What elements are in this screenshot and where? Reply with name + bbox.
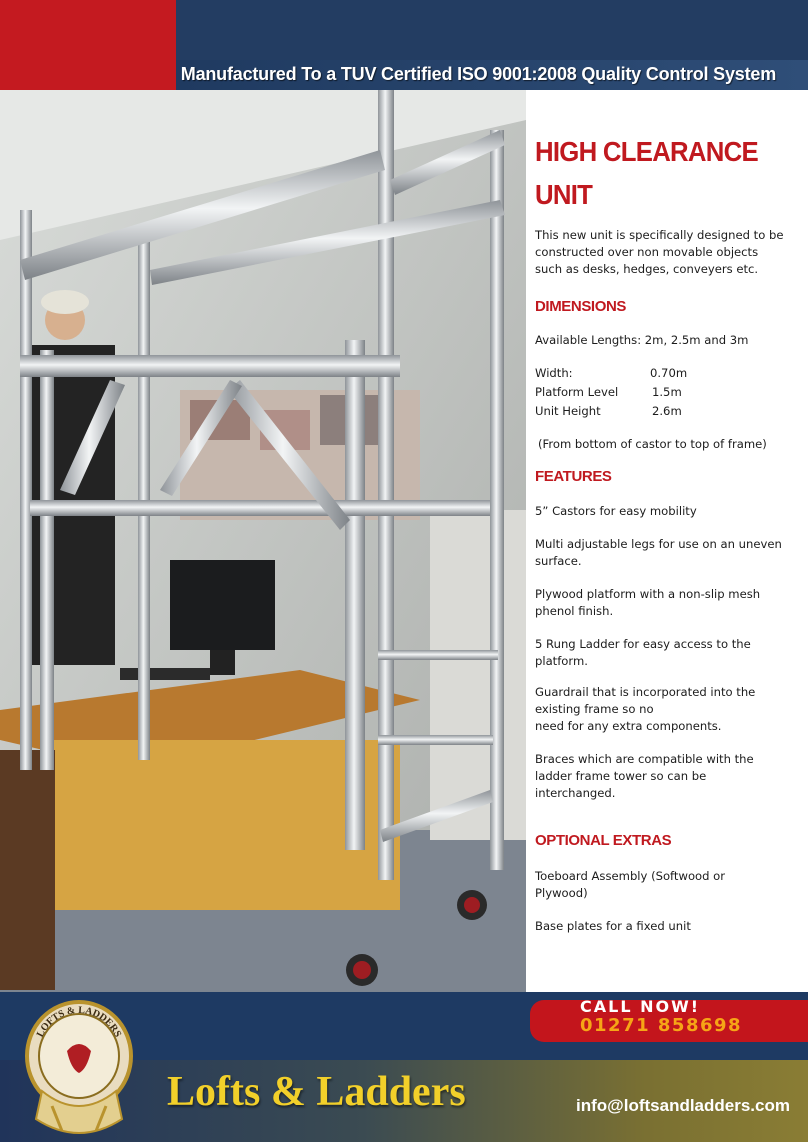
feature-line: interchanged. [535, 786, 616, 800]
extra-line: Base plates for a fixed unit [535, 919, 691, 933]
feature-line: platform. [535, 654, 588, 668]
dimension-row-unit-height [535, 403, 682, 420]
optional-extras-heading: OPTIONAL EXTRAS [535, 832, 672, 849]
crest-logo-icon [22, 996, 136, 1142]
feature-item [535, 503, 697, 520]
feature-item [535, 586, 760, 620]
feature-line: phenol finish. [535, 604, 614, 618]
product-photo [0, 90, 526, 992]
svg-text:LOFTS & LADDERS: LOFTS & LADDERS [34, 1004, 124, 1039]
call-now-label: CALL NOW! [580, 997, 701, 1016]
dimension-value: 1.5m [652, 385, 682, 399]
feature-item [535, 751, 754, 802]
feature-line: Braces which are compatible with the [535, 752, 754, 766]
product-intro [535, 227, 783, 278]
scaffold-tower-illustration [0, 90, 526, 992]
phone-number[interactable]: 01271 858698 [580, 1015, 743, 1036]
footer [0, 992, 808, 1142]
features-heading: FEATURES [535, 468, 612, 485]
extra-item [535, 918, 691, 935]
dimensions-heading: DIMENSIONS [535, 298, 627, 315]
dimension-value: 2.6m [652, 404, 682, 418]
product-title [535, 130, 776, 216]
feature-item [535, 684, 755, 735]
header-title: Manufactured To a TUV Certified ISO 9001:2008 Quality Control System [180, 64, 776, 84]
dimension-note: (From bottom of castor to top of frame) [538, 437, 767, 451]
feature-line: Multi adjustable legs for use on an uneven [535, 537, 782, 551]
header-red-block [0, 0, 176, 90]
extra-line: Plywood) [535, 886, 588, 900]
feature-line: surface. [535, 554, 582, 568]
feature-line: existing frame so no [535, 702, 654, 716]
feature-line: 5” Castors for easy mobility [535, 504, 697, 518]
product-title-line-1: HIGH CLEARANCE [535, 136, 758, 167]
product-title-line-2: UNIT [535, 179, 593, 210]
feature-item [535, 536, 782, 570]
dimension-label: Width: [535, 366, 573, 380]
dimension-label: Platform Level [535, 385, 619, 399]
dimension-value: 0.70m [650, 366, 688, 380]
feature-line: Plywood platform with a non-slip mesh [535, 587, 761, 601]
product-details [535, 90, 800, 990]
brand-name: Lofts & Ladders [167, 1069, 466, 1115]
feature-line: 5 Rung Ladder for easy access to the [535, 637, 751, 651]
email-link[interactable]: info@loftsandladders.com [576, 1096, 790, 1115]
intro-line: This new unit is specifically designed to be [535, 228, 784, 242]
intro-line: constructed over non movable objects [535, 245, 759, 259]
feature-line: need for any extra components. [535, 719, 722, 733]
feature-line: ladder frame tower so can be [535, 769, 707, 783]
extra-item [535, 868, 725, 902]
dimension-row-platform-level [535, 384, 682, 401]
available-lengths: Available Lengths: 2m, 2.5m and 3m [535, 333, 749, 347]
feature-line: Guardrail that is incorporated into the [535, 685, 756, 699]
extra-line: Toeboard Assembly (Softwood or [535, 869, 726, 883]
intro-line: such as desks, hedges, conveyers etc. [535, 262, 759, 276]
feature-item [535, 636, 751, 670]
dimension-label: Unit Height [535, 404, 601, 418]
dimension-row-width [535, 365, 688, 382]
